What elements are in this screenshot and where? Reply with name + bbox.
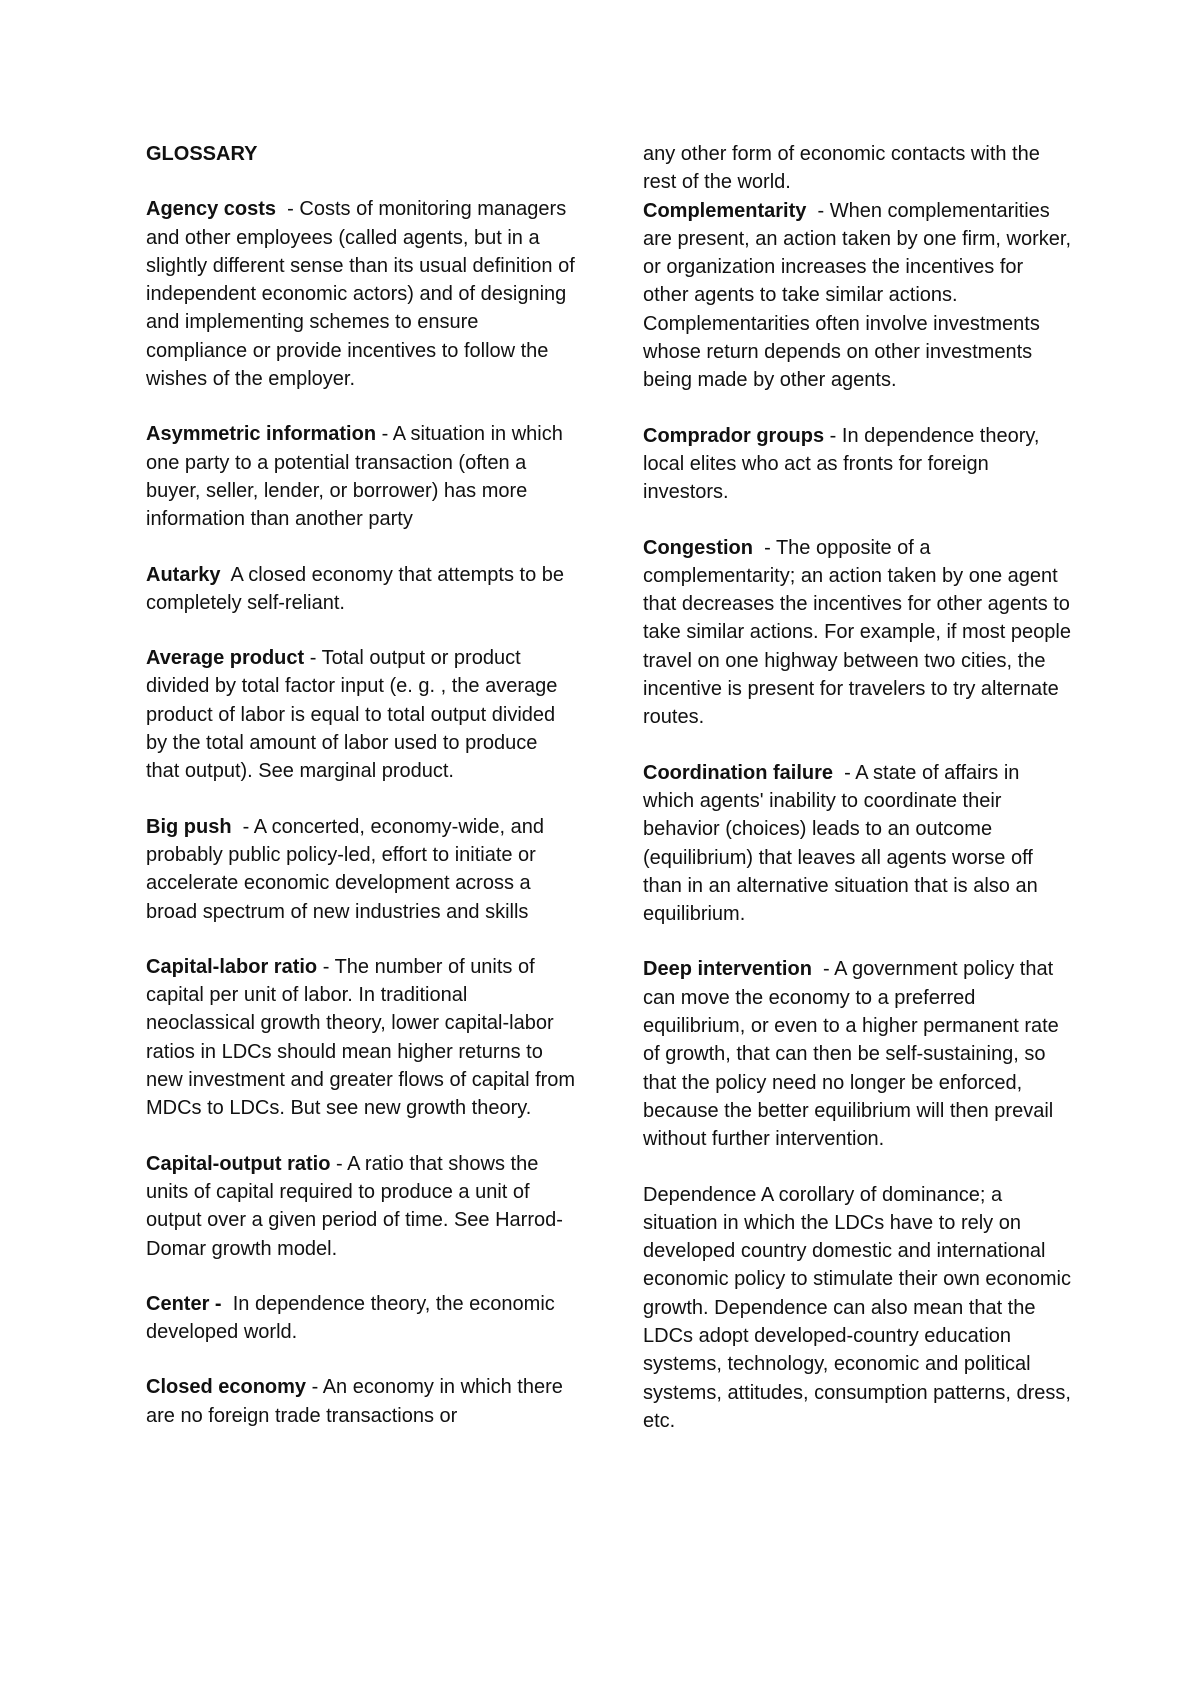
entry-definition: The opposite of a complementarity; an action taken by one agent that decreases the incentives for other agents to take similar actions. For example, if most people travel on one highway between two cities, the incentive is present for travelers to try alternate routes. — [643, 536, 1071, 729]
entry-separator: - — [304, 647, 322, 670]
entry-definition: In dependence theory, local elites who act as fronts for foreign investors. — [643, 424, 1040, 504]
glossary-entry-closed-economy — [146, 1373, 576, 1430]
entry-separator: - — [276, 198, 300, 221]
entry-term: Closed economy — [146, 1376, 307, 1399]
entry-separator: - — [330, 1152, 348, 1175]
glossary-entry-capital-labor-ratio — [146, 953, 576, 1123]
entry-separator: - — [806, 199, 830, 222]
entry-separator — [220, 564, 230, 586]
entry-separator: - — [811, 958, 835, 981]
entry-definition: An economy in which there are no foreign trade transactions or — [146, 1376, 563, 1427]
glossary-entry-center — [146, 1290, 576, 1347]
glossary-entry-deep-intervention — [643, 955, 1073, 1153]
entry-separator: - — [833, 761, 856, 784]
entry-definition: A concerted, economy-wide, and probably public policy-led, effort to initiate or accelerate economic development across a broad spectrum of new industries and skills — [146, 815, 544, 923]
entry-term: Asymmetric information — [146, 423, 377, 446]
entry-term: Agency costs — [146, 198, 277, 221]
entry-definition: A situation in which one party to a potential transaction (often a buyer, seller, lender, or borrower) has more information than another party — [146, 423, 563, 531]
entry-definition: Total output or product divided by total factor input (e. g. , the average product of labor is equal to total output divided by the total amount of labor used to produce that output). See marginal product. — [146, 647, 558, 783]
entry-term: Deep intervention — [643, 958, 812, 981]
right-column — [643, 140, 1073, 1435]
glossary-entry-capital-output-ratio — [146, 1150, 576, 1263]
left-column — [146, 140, 576, 1430]
glossary-entry-complementarity — [643, 197, 1073, 395]
entry-definition: A government policy that can move the economy to a preferred equilibrium, or even to a higher permanent rate of growth, that can then be self-sustaining, so that the policy need no longer be enforced, because the better equilibrium will then prevail without further intervention. — [643, 958, 1059, 1151]
entry-definition: When complementarities are present, an action taken by one firm, worker, or organization increases the incentives for other agents to take similar actions. Complementarities often involve investments whose return depends on other investments being made by other agents. — [643, 199, 1071, 392]
glossary-entry-congestion — [643, 534, 1073, 732]
glossary-entry-autarky — [146, 561, 576, 618]
entry-term: Coordination failure — [643, 761, 833, 784]
entry-definition: The number of units of capital per unit of labor. In traditional neoclassical growth theory, lower capital-labor ratios in LDCs should mean higher returns to new investment and greater flows of capital from MDCs to LDCs. But see new growth theory. — [146, 955, 576, 1120]
entry-definition: A state of affairs in which agents' inability to coordinate their behavior (choices) leads to an outcome (equilibrium) that leaves all agents worse off than in an alternative situation that is also an equilibrium. — [643, 761, 1038, 926]
glossary-entry-asymmetric-information — [146, 420, 576, 533]
entry-definition: A ratio that shows the units of capital required to produce a unit of output over a given period of time. See Harrod-Domar growth model. — [146, 1152, 563, 1260]
entry-definition: A closed economy that attempts to be completely self-reliant. — [146, 563, 565, 614]
glossary-entry-coordination-failure — [643, 759, 1073, 929]
entry-separator: - — [824, 424, 842, 447]
entry-term: Congestion — [643, 536, 753, 559]
glossary-entry-comprador-groups — [643, 422, 1073, 507]
glossary-entry-dependence — [643, 1181, 1073, 1436]
entry-separator — [222, 1293, 233, 1315]
entry-term: Comprador groups — [643, 424, 825, 447]
entry-definition: Dependence A corollary of dominance; a situation in which the LDCs have to rely on developed country domestic and international economic policy to stimulate their own economic growth. Dependence can also mean that the LDCs adopt developed-country education systems, technology, economic and political systems, attitudes, consumption patterns, dress, etc. — [643, 1183, 1071, 1432]
entry-separator: - — [317, 955, 335, 978]
entry-separator: - — [306, 1376, 323, 1399]
entry-term: Complementarity — [643, 199, 807, 222]
entry-definition: any other form of economic contacts with the rest of the world. — [643, 143, 1040, 194]
glossary-entry-big-push — [146, 813, 576, 926]
entry-term: Big push — [146, 815, 232, 838]
entry-separator: - — [753, 536, 776, 559]
glossary-entry-agency-costs — [146, 195, 576, 393]
entry-term: Capital-output ratio — [146, 1152, 331, 1175]
entry-definition: Costs of monitoring managers and other employees (called agents, but in a slightly different sense than its usual definition of independent economic actors) and of designing and implementing schemes to ensure compliance or provide incentives to follow the wishes of the employer. — [146, 198, 575, 391]
entry-term: Center - — [146, 1292, 222, 1315]
glossary-entry-closed-economy-continued — [643, 140, 1073, 197]
glossary-entry-average-product — [146, 644, 576, 785]
glossary-title: GLOSSARY — [146, 143, 258, 165]
entry-term: Average product — [146, 647, 305, 670]
entry-separator: - — [231, 815, 254, 838]
entry-definition: In dependence theory, the economic developed world. — [146, 1292, 555, 1344]
entry-separator: - — [376, 423, 393, 446]
entry-term: Capital-labor ratio — [146, 955, 318, 978]
entry-term: Autarky — [146, 563, 221, 586]
